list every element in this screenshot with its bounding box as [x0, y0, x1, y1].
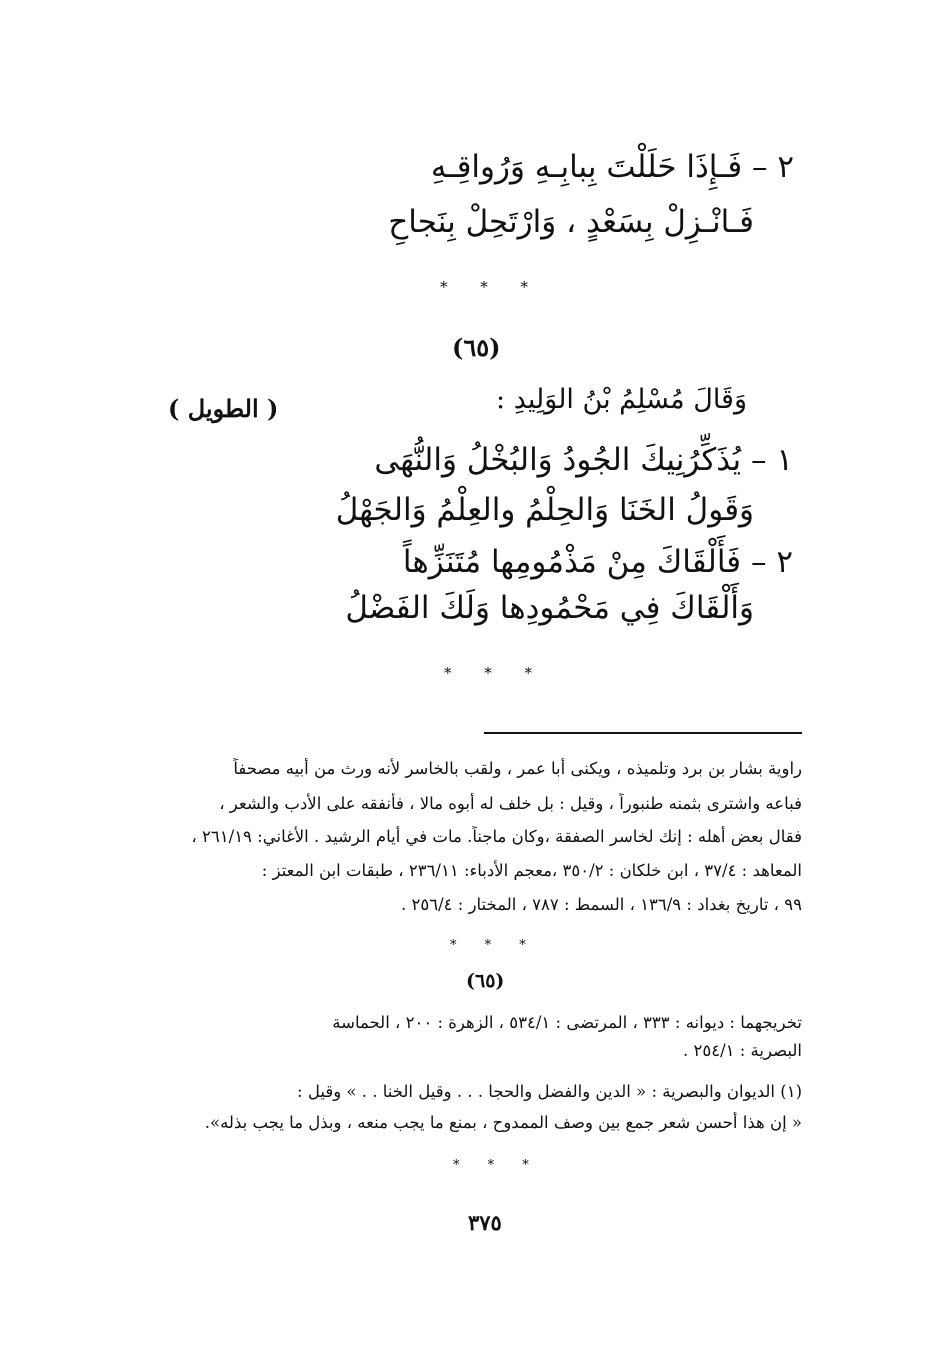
poem-meter: ( الطويل )	[168, 394, 279, 423]
footnote-line: المعاهد : ٣٧/٤ ، ابن خلكان : ٣٥٠/٢ ،معجم الأدباء: ٢٣٦/١١ ، طبقات ابن المعتز :	[261, 861, 802, 880]
footnote-separator: * * *	[450, 938, 538, 953]
footnote-line: راوية بشار بن برد وتلميذه ، ويكنى أبا عمر ، ولقب بالخاسر لأنه ورث من أبيه مصحفاً	[233, 759, 802, 778]
section-separator: * * *	[444, 664, 547, 682]
section-separator: * * *	[440, 278, 543, 296]
footnote-line: ٩٩ ، تاريخ بغداد : ١٣٦/٩ ، السمط : ٧٨٧ ، المختار : ٢٥٦/٤ .	[401, 895, 802, 914]
poem-verse-1-second-hemistich: وَقَولُ الخَنَا وَالحِلْمُ والعِلْمُ وَالجَهْلُ	[335, 492, 754, 528]
footnote-note: « إن هذا أحسن شعر جمع بين وصف الممدوح ، بمنع ما يجب منعه ، وبذل ما يجب بذله».	[204, 1113, 802, 1132]
footnote-note: (١) الديوان والبصرية : « الدين والفضل والحجا . . . وقيل الخنا . . » وقيل :	[297, 1082, 802, 1101]
poem-verse-2-second-hemistich: فَـانْـزِلْ بِسَعْدٍ ، وَارْتَحِلْ بِنَجاحِ	[388, 204, 754, 240]
poem-verse-1-first-hemistich: ١ – يُذَكِّرُنِيكَ الجُودُ وَالبُخْلُ وَالنُّهَى	[374, 442, 793, 478]
takhrij-line: تخريجهما : ديوانه : ٣٣٣ ، المرتضى : ٥٣٤/١ ، الزهرة : ٢٠٠ ، الحماسة	[332, 1013, 802, 1032]
footnote-line: فباعه واشترى بثمنه طنبوراً ، وقيل : بل خلف له أبوه مالا ، فأنفقه على الأدب والشعر ،	[219, 794, 802, 813]
poem-verse-2-first-hemistich: ٢ – فَأَلْقَاكَ مِنْ مَذْمُومِها مُتَنَزِّهاً	[402, 544, 793, 580]
takhrij-line: البصرية : ٢٥٤/١ .	[682, 1041, 802, 1060]
poem-verse-2-second-hemistich: وَأَلْقَاكَ فِي مَحْمُودِها وَلَكَ الفَضْلُ	[345, 590, 754, 626]
poem-intro: وَقَالَ مُسْلِمُ بْنُ الوَلِيدِ :	[496, 384, 747, 415]
poem-number: (٦٥)	[452, 333, 501, 362]
end-separator: * * *	[453, 1158, 541, 1173]
footnote-divider	[484, 732, 802, 734]
page-number: ٣٧٥	[468, 1210, 502, 1235]
footnote-line: فقال بعض أهله : إنك لخاسر الصفقة ،وكان ماجناً. مات في أيام الرشيد . الأغاني: ٢٦١/١٩ ،	[191, 827, 802, 846]
poem-verse-2-first-hemistich: ٢ – فَـإِذَا حَلَلْتَ بِبابِـهِ وَرُواقِـهِ	[430, 149, 794, 185]
footnote-section-number: (٦٥)	[466, 970, 505, 992]
